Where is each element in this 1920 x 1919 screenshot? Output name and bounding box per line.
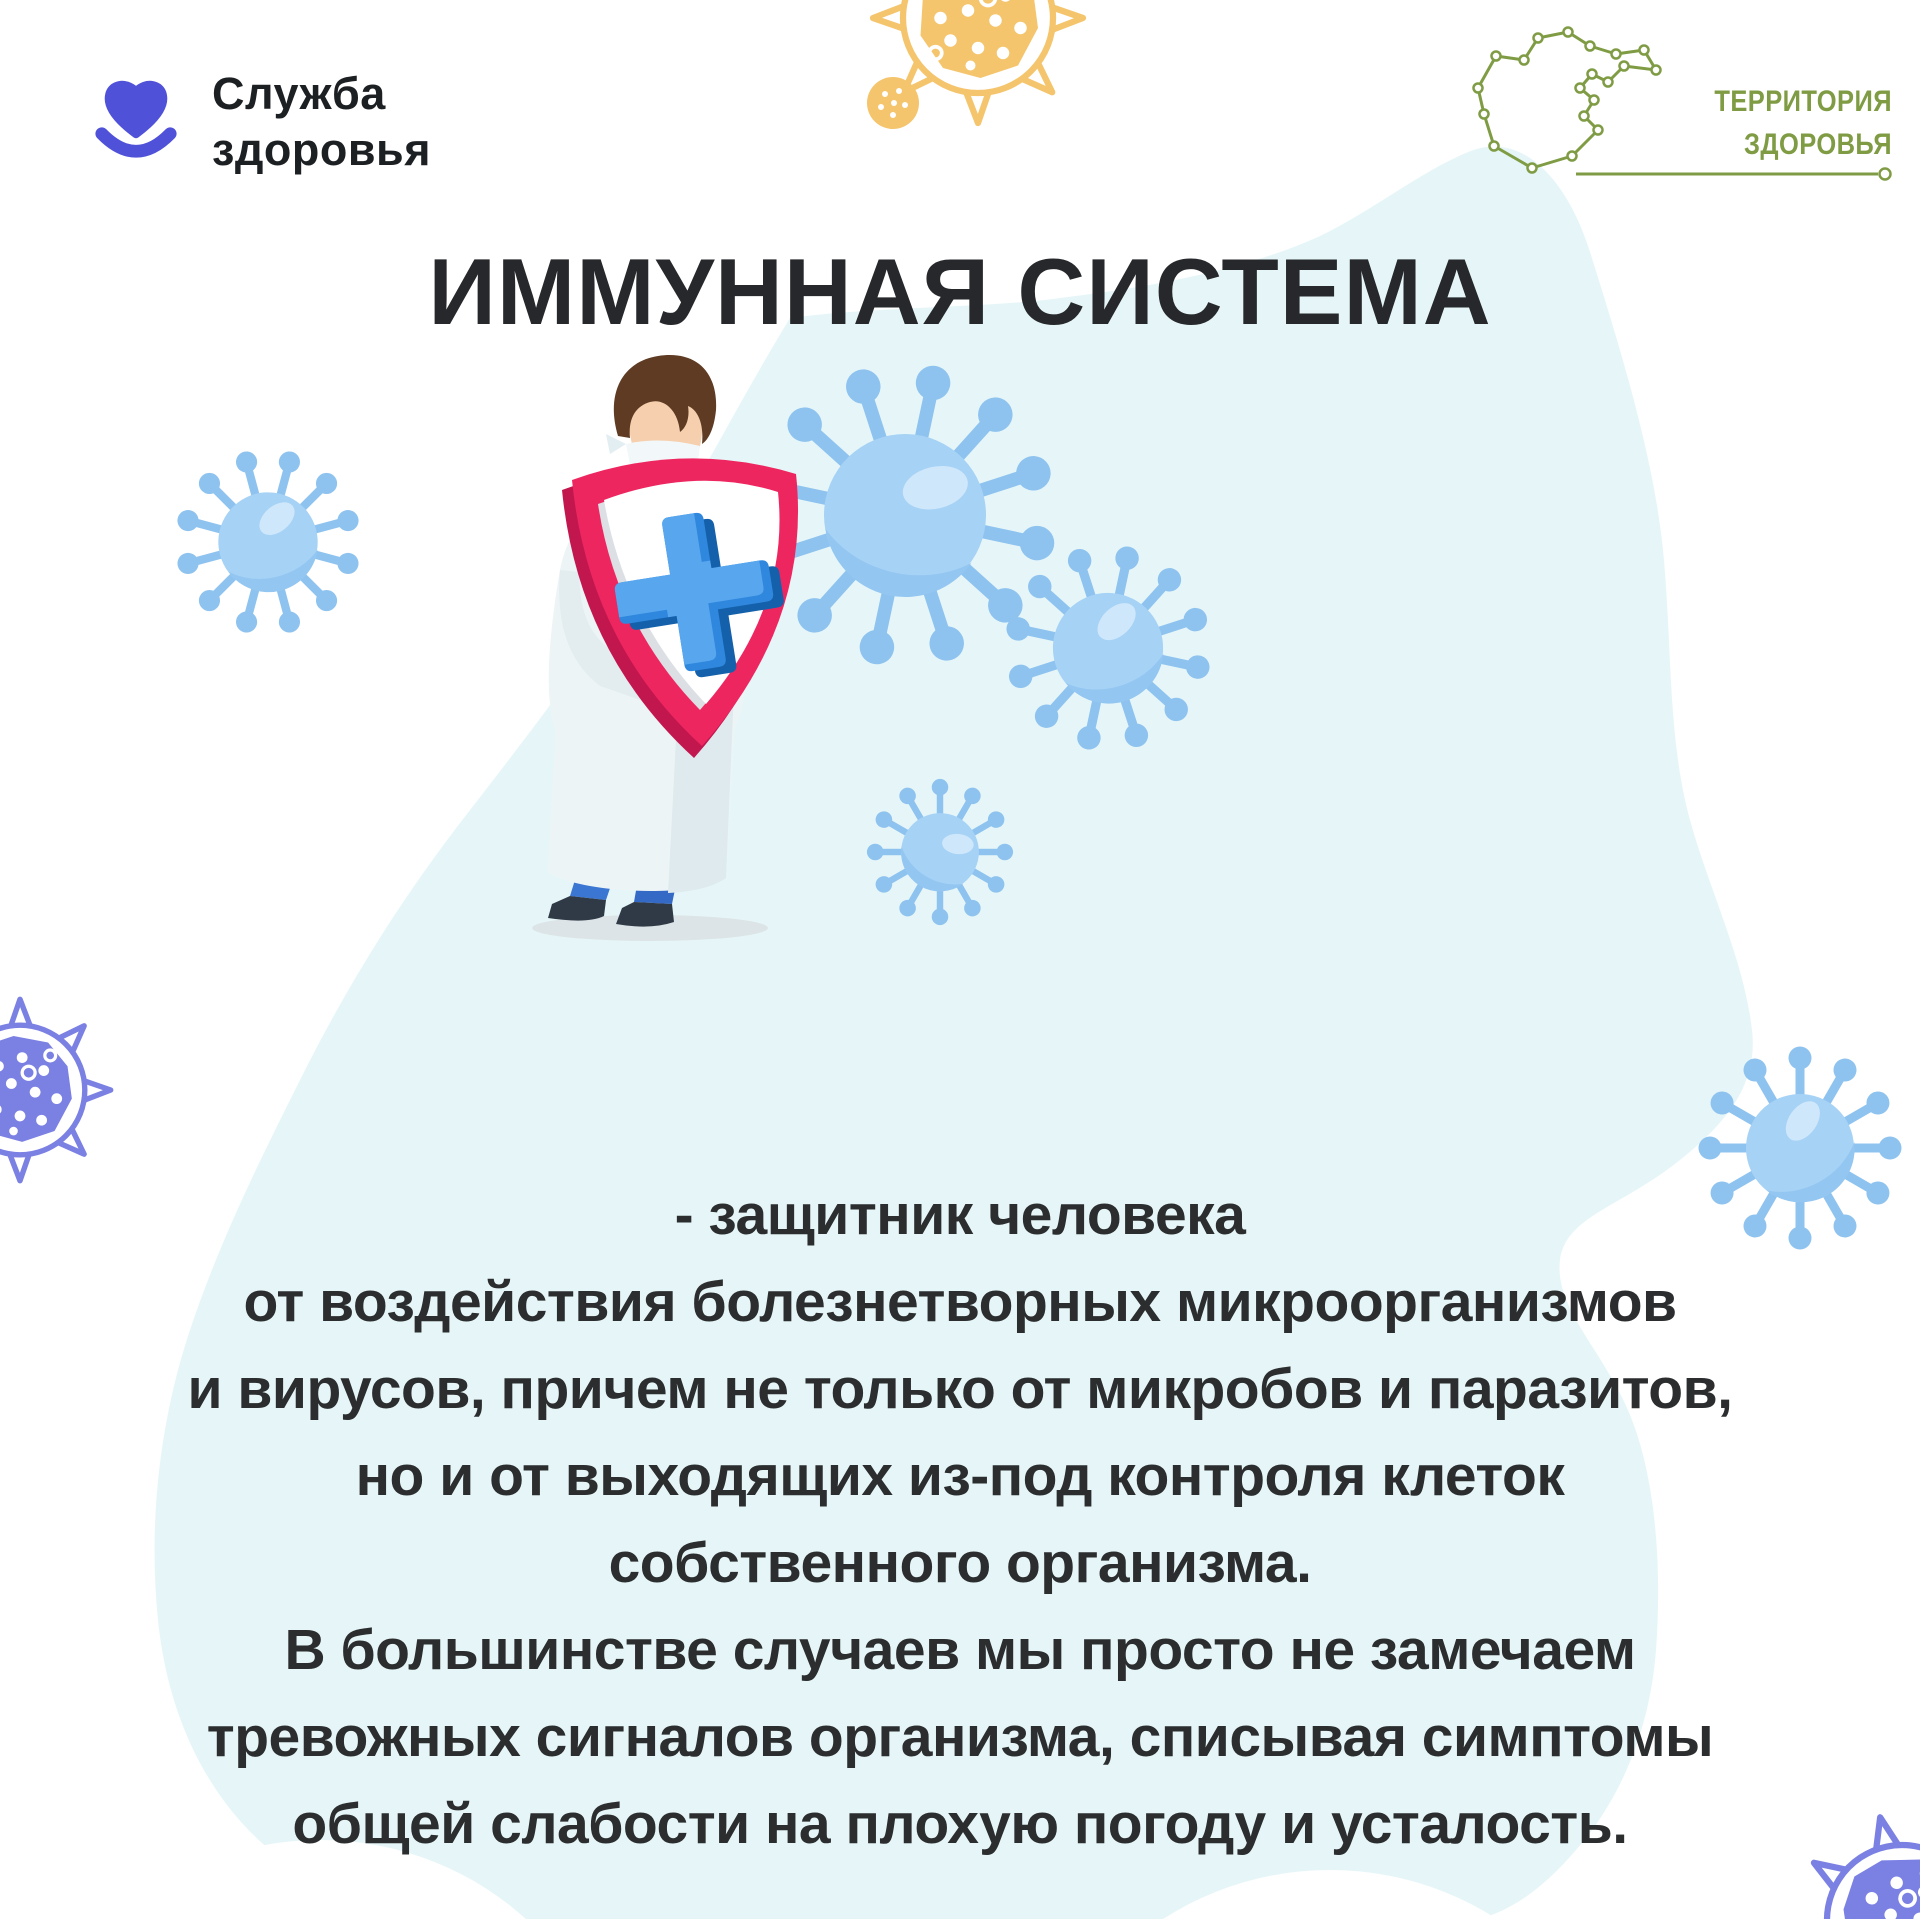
body-line: от воздействия болезнетворных микроорганизмов bbox=[243, 1270, 1677, 1334]
logo-sluzhba-zdorovya bbox=[92, 60, 552, 190]
logo-left-line1: Служба bbox=[212, 68, 386, 119]
logo-right-line1: ТЕРРИТОРИЯ bbox=[1714, 85, 1892, 118]
logo-territoriya-zdorovya bbox=[1450, 22, 1910, 197]
logo-right-text bbox=[1714, 80, 1892, 166]
purple-virus-doodle-left-icon bbox=[0, 999, 111, 1180]
body-line: но и от выходящих из-под контроля клеток bbox=[355, 1444, 1565, 1508]
page-title: ИММУННАЯ СИСТЕМА bbox=[428, 239, 1492, 344]
blue-virus-left-icon bbox=[154, 428, 383, 657]
body-line: и вирусов, причем не только от микробов и паразитов, bbox=[187, 1357, 1733, 1421]
logo-left-line2: здоровья bbox=[212, 124, 431, 175]
body-text bbox=[0, 1172, 1920, 1868]
logo-left-text bbox=[212, 66, 431, 178]
heart-smile-icon bbox=[92, 70, 180, 170]
body-line: - защитник человека bbox=[674, 1183, 1246, 1247]
body-line: общей слабости на плохую погоду и усталость. bbox=[292, 1792, 1628, 1856]
body-line: В большинстве случаев мы просто не замечаем bbox=[284, 1618, 1636, 1682]
yellow-dotted-ball-icon bbox=[867, 77, 919, 129]
body-line: собственного организма. bbox=[608, 1531, 1312, 1595]
body-line: тревожных сигналов организма, списывая симптомы bbox=[206, 1705, 1714, 1769]
logo-right-line2: ЗДОРОВЬЯ bbox=[1744, 128, 1892, 161]
